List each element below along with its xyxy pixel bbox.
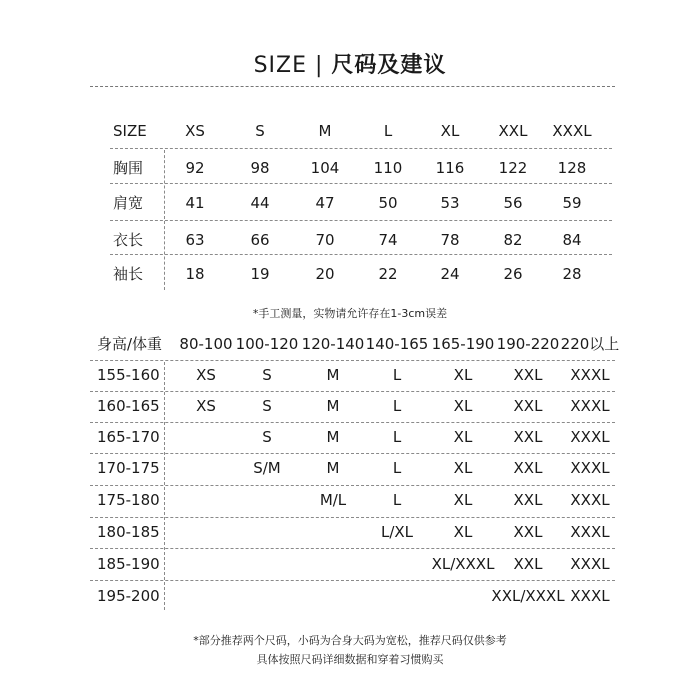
size-recommendation: XXXL (570, 587, 610, 605)
row-divider (90, 548, 615, 549)
table-cell: 47 (315, 194, 335, 212)
height-label: 185-190 (97, 555, 160, 573)
height-label: 155-160 (97, 366, 160, 384)
size-recommendation: L (392, 366, 402, 384)
table-cell: 56 (503, 194, 523, 212)
size-recommendation: XXL (513, 459, 543, 477)
header-size-label: SIZE (113, 122, 147, 140)
header-size-xs: XS (185, 122, 205, 140)
header-size-m: M (318, 122, 332, 140)
table-cell: 20 (315, 265, 335, 283)
height-label: 170-175 (97, 459, 160, 477)
size-recommendation: XL (453, 459, 473, 477)
table-cell: 59 (562, 194, 582, 212)
table-cell: 44 (250, 194, 270, 212)
header-size-xxl: XXL (498, 122, 528, 140)
title-cn: 尺码及建议 (331, 53, 447, 78)
size-recommendation: XXL (513, 491, 543, 509)
table-cell: 78 (440, 231, 460, 249)
table-cell: 104 (310, 159, 340, 177)
height-label: 175-180 (97, 491, 160, 509)
size-recommendation: M/L (319, 491, 347, 509)
measure-note: *手工测量，实物请允许存在1-3cm误差 (252, 307, 448, 320)
size-recommendation: XXXL (570, 523, 610, 541)
table-cell: 66 (250, 231, 270, 249)
table-cell: 50 (378, 194, 398, 212)
header-weight-range: 120-140 (301, 335, 365, 353)
row-label: 衣长 (113, 231, 144, 249)
size-recommendation: XL (453, 491, 473, 509)
size-recommendation: M (326, 428, 340, 446)
size-recommendation: S (262, 428, 272, 446)
height-label: 195-200 (97, 587, 160, 605)
size-recommendation: XL (453, 397, 473, 415)
table-cell: 18 (185, 265, 205, 283)
table-cell: 98 (250, 159, 270, 177)
table-cell: 128 (557, 159, 587, 177)
column-divider (164, 150, 165, 290)
row-divider (90, 391, 615, 392)
size-recommendation: XS (196, 397, 216, 415)
size-recommendation: M (326, 397, 340, 415)
column-divider (164, 362, 165, 610)
row-label: 肩宽 (113, 194, 144, 212)
header-weight-range: 140-165 (365, 335, 429, 353)
header-size-xxxl: XXXL (552, 122, 592, 140)
table-cell: 26 (503, 265, 523, 283)
table-cell: 53 (440, 194, 460, 212)
title-separator: | (315, 53, 324, 78)
size-recommendation: XXXL (570, 459, 610, 477)
table-cell: 122 (498, 159, 528, 177)
height-label: 165-170 (97, 428, 160, 446)
size-recommendation: XXL (513, 397, 543, 415)
table-cell: 41 (185, 194, 205, 212)
size-recommendation: XL (453, 523, 473, 541)
header-weight-range: 100-120 (235, 335, 299, 353)
size-recommendation: XL (453, 428, 473, 446)
recommend-note: *部分推荐两个尺码，小码为合身大码为宽松，推荐尺码仅供参考 (193, 634, 507, 647)
row-label: 胸围 (113, 159, 144, 177)
row-divider (90, 485, 615, 486)
table-cell: 24 (440, 265, 460, 283)
table-cell: 82 (503, 231, 523, 249)
table-cell: 63 (185, 231, 205, 249)
size-recommendation: XL (453, 366, 473, 384)
table-cell: 70 (315, 231, 335, 249)
size-recommendation: XXL (513, 523, 543, 541)
height-label: 180-185 (97, 523, 160, 541)
header-size-s: S (255, 122, 265, 140)
header-weight-range: 190-220 (496, 335, 560, 353)
size-recommendation: XL/XXXL (431, 555, 495, 573)
size-recommendation: XS (196, 366, 216, 384)
header-weight-range: 165-190 (431, 335, 495, 353)
row-divider (110, 183, 612, 184)
size-recommendation: XXXL (570, 397, 610, 415)
header-weight-range: 80-100 (179, 335, 233, 353)
table-cell: 22 (378, 265, 398, 283)
table-cell: 84 (562, 231, 582, 249)
row-divider (90, 422, 615, 423)
size-recommendation: XXL/XXXL (491, 587, 565, 605)
table-cell: 92 (185, 159, 205, 177)
header-size-l: L (383, 122, 393, 140)
size-recommendation: L (392, 491, 402, 509)
title-en: SIZE (253, 53, 307, 78)
size-recommendation: L (392, 459, 402, 477)
size-recommendation: XXL (513, 366, 543, 384)
page-title (0, 48, 700, 79)
table-cell: 74 (378, 231, 398, 249)
row-divider (90, 580, 615, 581)
title-divider (90, 86, 615, 87)
table-cell: 19 (250, 265, 270, 283)
table-cell: 116 (435, 159, 465, 177)
header-height-weight: 身高/体重 (97, 335, 163, 353)
size-recommendation: L (392, 428, 402, 446)
size-recommendation: M (326, 366, 340, 384)
row-divider (110, 254, 612, 255)
row-label: 袖长 (113, 265, 144, 283)
size-recommendation: XXXL (570, 555, 610, 573)
header-weight-range: 220以上 (560, 335, 620, 353)
row-divider (110, 148, 612, 149)
header-size-xl: XL (440, 122, 460, 140)
size-recommendation: S (262, 397, 272, 415)
row-divider (110, 220, 612, 221)
size-recommendation: XXXL (570, 366, 610, 384)
size-recommendation: S/M (253, 459, 281, 477)
row-divider (90, 360, 615, 361)
detail-note: 具体按照尺码详细数据和穿着习惯购买 (256, 653, 444, 666)
size-recommendation: S (262, 366, 272, 384)
size-recommendation: L/XL (380, 523, 414, 541)
row-divider (90, 453, 615, 454)
size-recommendation: XXL (513, 428, 543, 446)
table-cell: 28 (562, 265, 582, 283)
size-recommendation: L (392, 397, 402, 415)
size-recommendation: XXXL (570, 428, 610, 446)
size-recommendation: XXXL (570, 491, 610, 509)
size-recommendation: M (326, 459, 340, 477)
size-recommendation: XXL (513, 555, 543, 573)
table-cell: 110 (373, 159, 403, 177)
row-divider (90, 517, 615, 518)
height-label: 160-165 (97, 397, 160, 415)
